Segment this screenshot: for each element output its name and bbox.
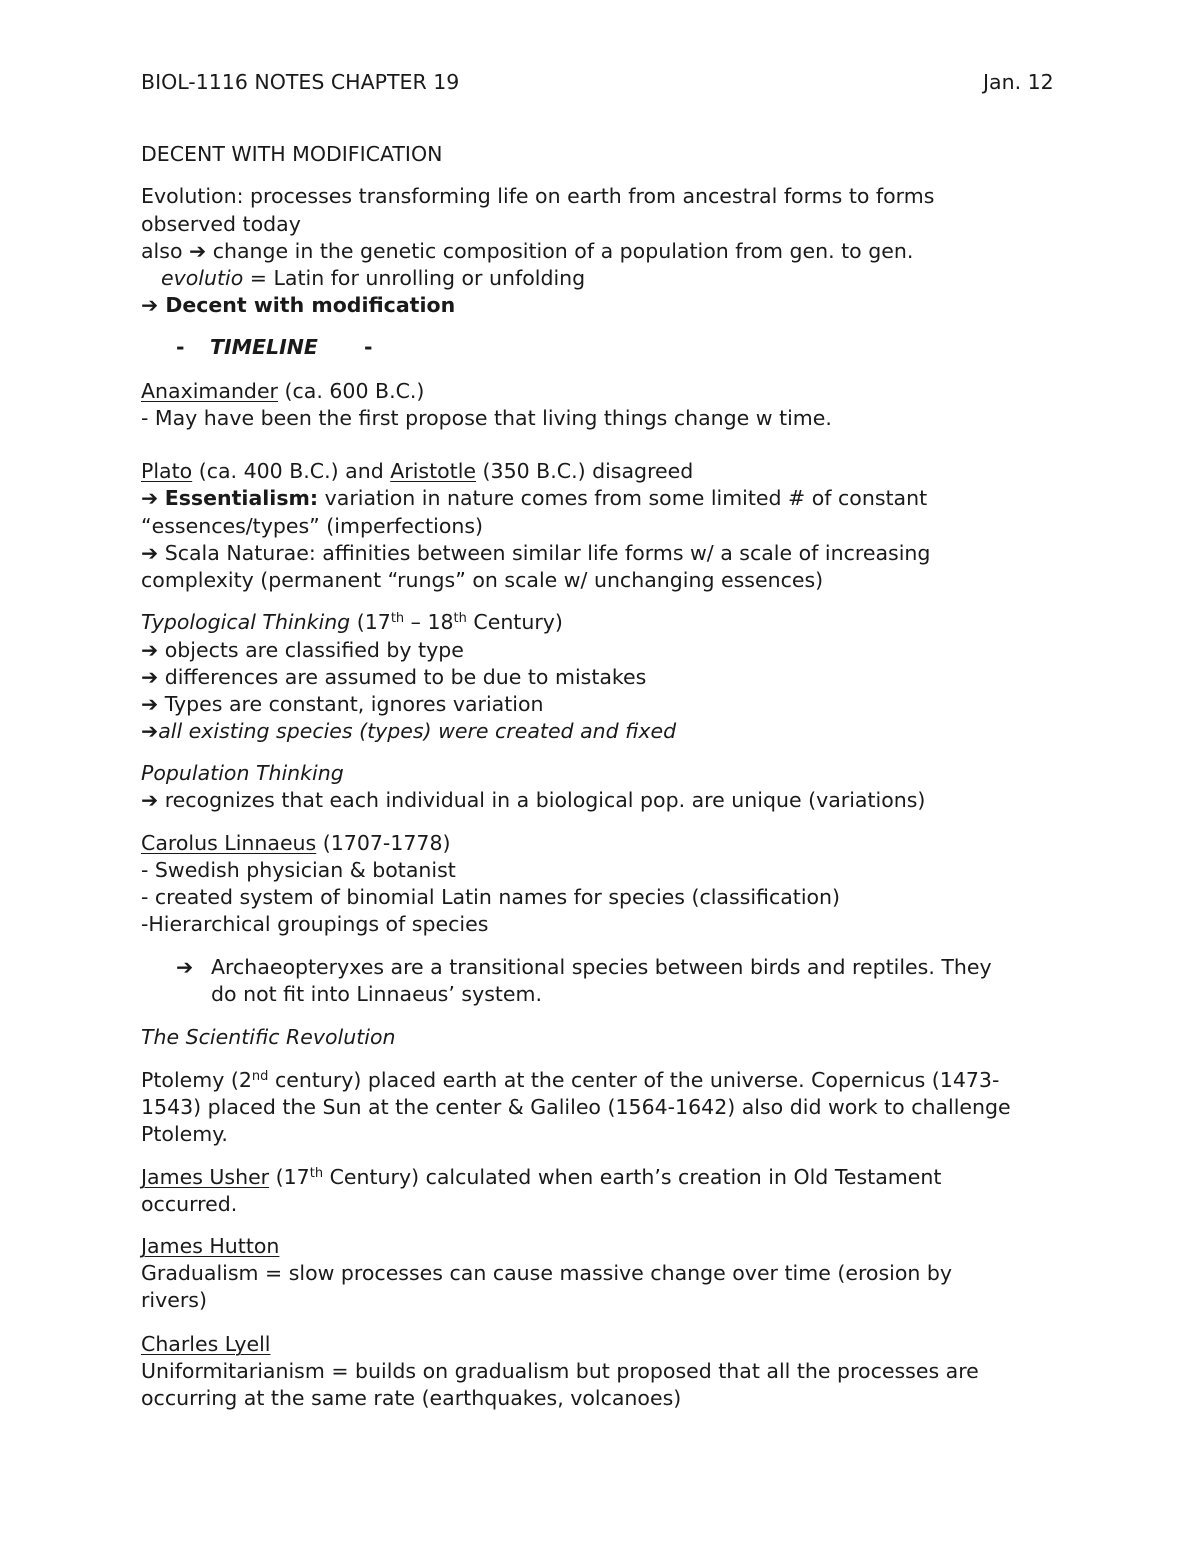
aristotle-date: (350 B.C.) disagreed — [476, 459, 694, 483]
lyell-line-1: Uniformitarianism = builds on gradualism but proposed that all the processes are — [141, 1359, 979, 1383]
linnaeus-line-3: -Hierarchical groupings of species — [141, 912, 489, 936]
typological-item-3 — [141, 690, 543, 718]
typological-title: Typological Thinking — [141, 610, 351, 634]
header-title: BIOL-1116 NOTES CHAPTER 19 — [141, 70, 460, 94]
typological-item-text: Types are constant, ignores variation — [158, 692, 544, 716]
typological-item-4 — [141, 717, 676, 745]
usher-line-1 — [141, 1163, 941, 1191]
typological-item-text: differences are assumed to be due to mistakes — [158, 665, 647, 689]
lyell-name: Charles Lyell — [141, 1332, 271, 1356]
ptolemy-text-a: Ptolemy (2 — [141, 1068, 252, 1092]
population-item-text: recognizes that each individual in a biological pop. are unique (variations) — [158, 788, 926, 812]
arrow-right-icon: ➔ — [176, 955, 194, 979]
plato-heading — [141, 457, 693, 485]
ptolemy-line-3: Ptolemy. — [141, 1122, 228, 1146]
scala-naturae-line-2: complexity (permanent “rungs” on scale w/ unchanging essences) — [141, 568, 824, 592]
aristotle-name: Aristotle — [390, 459, 477, 483]
hutton-name: James Hutton — [141, 1234, 280, 1258]
linnaeus-date: (1707-1778) — [316, 831, 451, 855]
evolutio-text: = Latin for unrolling or unfolding — [243, 266, 586, 290]
typological-italic-text: all existing species (types) were created and fixed — [158, 719, 677, 743]
also-text: change in the genetic composition of a population from gen. to gen. — [206, 239, 914, 263]
arrow-right-icon: ➔ — [141, 293, 159, 317]
timeline-label: TIMELINE — [210, 335, 318, 359]
essentialism-text: variation in nature comes from some limited # of constant — [318, 486, 928, 510]
typological-century-b: – 18 — [404, 610, 454, 634]
linnaeus-line-2: - created system of binomial Latin names for species (classification) — [141, 885, 841, 909]
typological-century-c: Century) — [466, 610, 563, 634]
population-item — [141, 786, 925, 814]
timeline-dash-left: - — [176, 335, 185, 359]
hutton-line-1: Gradualism = slow processes can cause massive change over time (erosion by — [141, 1261, 953, 1285]
arrow-right-icon: ➔ — [189, 239, 207, 263]
scientific-revolution-heading: The Scientific Revolution — [141, 1025, 396, 1049]
typological-century-a: (17 — [350, 610, 391, 634]
section-heading: DECENT WITH MODIFICATION — [141, 142, 443, 166]
ptolemy-line-2: 1543) placed the Sun at the center & Galileo (1564-1642) also did work to challenge — [141, 1095, 1011, 1119]
plato-date: (ca. 400 B.C.) and — [192, 459, 391, 483]
anaximander-name: Anaximander — [141, 379, 278, 403]
essentialism-line-2: “essences/types” (imperfections) — [141, 514, 484, 538]
usher-sup: th — [309, 1166, 324, 1181]
typological-heading — [141, 608, 563, 636]
header-date: Jan. 12 — [983, 70, 1054, 94]
population-heading: Population Thinking — [141, 761, 344, 785]
typological-item-text: objects are classified by type — [158, 638, 464, 662]
essentialism-label: Essentialism: — [164, 486, 319, 510]
typological-item-1 — [141, 636, 464, 664]
typological-item-2 — [141, 663, 646, 691]
arrow-right-icon: ➔ — [141, 788, 159, 812]
ptolemy-line-1 — [141, 1066, 999, 1094]
anaximander-line-1: - May have been the first propose that living things change w time. — [141, 406, 832, 430]
hutton-line-2: rivers) — [141, 1288, 207, 1312]
usher-text-a: (17 — [269, 1165, 310, 1189]
linnaeus-line-1: - Swedish physician & botanist — [141, 858, 456, 882]
evolution-line-1: Evolution: processes transforming life on earth from ancestral forms to forms — [141, 184, 935, 208]
scala-naturae-line — [141, 539, 930, 567]
arrow-right-icon: ➔ — [141, 719, 159, 743]
evolution-also-line — [141, 237, 913, 265]
arrow-right-icon: ➔ — [141, 541, 159, 565]
timeline-dash-right: - — [364, 335, 373, 359]
typological-sup-1: th — [390, 611, 405, 626]
lyell-line-2: occurring at the same rate (earthquakes, volcanoes) — [141, 1386, 682, 1410]
evolutio-word: evolutio — [161, 266, 244, 290]
archaeopteryx-line-1: Archaeopteryxes are a transitional species between birds and reptiles. They — [211, 955, 992, 979]
ptolemy-sup: nd — [251, 1069, 269, 1084]
decent-line — [141, 291, 455, 319]
ptolemy-text-b: century) placed earth at the center of the universe. Copernicus (1473- — [268, 1068, 1000, 1092]
also-label: also — [141, 239, 183, 263]
anaximander-date: (ca. 600 B.C.) — [277, 379, 425, 403]
linnaeus-heading — [141, 829, 451, 857]
arrow-right-icon: ➔ — [141, 665, 159, 689]
arrow-right-icon: ➔ — [141, 638, 159, 662]
usher-line-2: occurred. — [141, 1192, 238, 1216]
essentialism-line — [141, 484, 927, 512]
arrow-right-icon: ➔ — [141, 486, 159, 510]
evolutio-line — [161, 264, 585, 292]
linnaeus-name: Carolus Linnaeus — [141, 831, 317, 855]
scala-naturae-text: Scala Naturae: affinities between similar life forms w/ a scale of increasing — [158, 541, 931, 565]
decent-text: Decent with modification — [158, 293, 456, 317]
anaximander-heading — [141, 377, 424, 405]
arrow-right-icon: ➔ — [141, 692, 159, 716]
evolution-line-2: observed today — [141, 212, 301, 236]
typological-sup-2: th — [453, 611, 467, 626]
usher-text-b: Century) calculated when earth’s creation in Old Testament — [323, 1165, 942, 1189]
archaeopteryx-line-2: do not fit into Linnaeus’ system. — [211, 982, 543, 1006]
usher-name: James Usher — [141, 1165, 270, 1189]
plato-name: Plato — [141, 459, 193, 483]
